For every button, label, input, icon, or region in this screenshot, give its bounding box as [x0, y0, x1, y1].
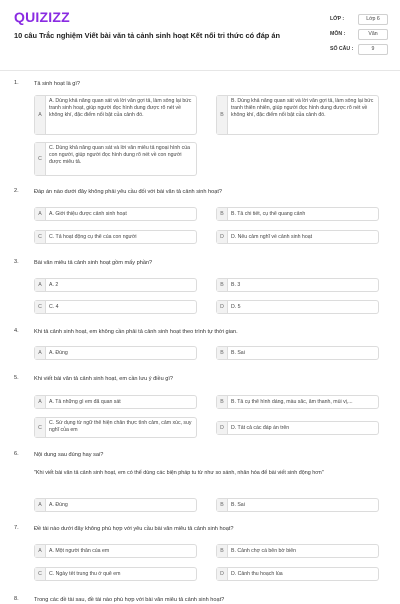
question-text: Khi tả cảnh sinh hoạt, em không cần phải tả cảnh sinh hoạt theo trình tự thời gian. — [34, 329, 238, 335]
question-text: Đáp án nào dưới đây không phải yêu cầu đối với bài văn tả cảnh sinh hoạt? — [34, 189, 223, 195]
meta-count-row — [330, 44, 390, 56]
option-letter: C — [35, 231, 46, 243]
option-text: D. Cảnh thu hoạch lúa — [231, 570, 283, 577]
option-b[interactable] — [216, 346, 379, 360]
option-letter: A — [35, 396, 46, 408]
option-letter: C — [35, 301, 46, 313]
option-letter: D — [217, 422, 228, 434]
option-letter: B — [217, 545, 228, 557]
question-number: 7. — [14, 525, 19, 531]
option-a[interactable] — [34, 207, 197, 221]
question-number: 8. — [14, 596, 19, 602]
option-letter: B — [217, 279, 228, 291]
option-letter: A — [35, 545, 46, 557]
option-b[interactable] — [216, 544, 379, 558]
meta-grade-row — [330, 14, 390, 26]
option-text: C. 4 — [49, 303, 59, 310]
option-letter: C — [35, 568, 46, 580]
option-b[interactable] — [216, 95, 379, 135]
meta-grade-value: Lớp 6 — [358, 14, 388, 25]
option-d[interactable] — [216, 567, 379, 581]
question-number: 4. — [14, 328, 19, 334]
option-a[interactable] — [34, 544, 197, 558]
option-d[interactable] — [216, 421, 379, 435]
option-letter: B — [217, 499, 228, 511]
option-letter: B — [217, 208, 228, 220]
option-letter: D — [217, 301, 228, 313]
question-text: Bài văn miêu tả cảnh sinh hoạt gồm mấy phần? — [34, 260, 153, 266]
option-b[interactable] — [216, 207, 379, 221]
option-text: C. Tả hoạt động cụ thể của con người — [49, 233, 137, 240]
option-text: A. Tả những gì em đã quan sát — [49, 398, 121, 405]
option-text: A. Đúng — [49, 349, 68, 356]
option-a[interactable] — [34, 346, 197, 360]
option-text: B. Tả chi tiết, cụ thể quang cảnh — [231, 210, 306, 217]
question-statement: "Khi viết bài văn tả cảnh sinh hoạt, em có thể dùng các biện pháp tu từ như so sánh, nhân hóa để bài viết sinh động hơn" — [34, 470, 324, 476]
question-text: Nội dung sau đúng hay sai? — [34, 452, 104, 458]
option-text: C. Dùng khả năng quan sát và lời văn miêu tả ngoại hình của con người, giúp người đọc hình dung rõ nét về con người được miêu tả. — [49, 145, 190, 165]
question-number: 1. — [14, 80, 19, 86]
option-letter: A — [35, 208, 46, 220]
meta-subject-row — [330, 29, 390, 41]
question-number: 6. — [14, 451, 19, 457]
option-a[interactable] — [34, 278, 197, 292]
option-text: B. Sai — [231, 349, 245, 356]
option-text: D. Tất cả các đáp án trên — [231, 424, 290, 431]
question-number: 2. — [14, 188, 19, 194]
option-text: C. Sử dụng từ ngữ thể hiện chân thực tình cảm, cảm xúc, suy nghĩ của em — [49, 420, 192, 433]
option-text: D. Nêu cảm nghĩ về cảnh sinh hoạt — [231, 233, 313, 240]
option-d[interactable] — [216, 300, 379, 314]
option-letter: D — [217, 568, 228, 580]
option-a[interactable] — [34, 95, 197, 135]
header-divider — [0, 70, 400, 71]
option-letter: C — [35, 143, 46, 175]
option-a[interactable] — [34, 498, 197, 512]
meta-count-label: SỐ CÂU : — [330, 46, 354, 52]
meta-subject-value: Văn — [358, 29, 388, 40]
question-text: Trong các đề tài sau, đề tài nào phù hợp với bài văn miêu tả cảnh sinh hoạt? — [34, 597, 225, 603]
option-text: B. Sai — [231, 501, 245, 508]
question-text: Tả sinh hoạt là gì? — [34, 81, 81, 87]
meta-count-value: 9 — [358, 44, 388, 55]
option-d[interactable] — [216, 230, 379, 244]
option-letter: B — [217, 396, 228, 408]
option-letter: C — [35, 418, 46, 437]
question-text: Khi viết bài văn tả cảnh sinh hoạt, em cần lưu ý điều gì? — [34, 376, 174, 382]
question-number: 3. — [14, 259, 19, 265]
question-text: Đề tài nào dưới đây không phù hợp với yêu cầu bài văn miêu tả cảnh sinh hoạt? — [34, 526, 234, 532]
option-text: A. Đúng — [49, 501, 68, 508]
option-c[interactable] — [34, 142, 197, 176]
option-b[interactable] — [216, 278, 379, 292]
option-c[interactable] — [34, 230, 197, 244]
option-letter: A — [35, 347, 46, 359]
option-b[interactable] — [216, 498, 379, 512]
option-text: D. 5 — [231, 303, 241, 310]
option-text: A. Một người thân của em — [49, 547, 110, 554]
option-a[interactable] — [34, 395, 197, 409]
option-c[interactable] — [34, 417, 197, 438]
option-letter: B — [217, 347, 228, 359]
option-c[interactable] — [34, 567, 197, 581]
option-text: A. 2 — [49, 281, 59, 288]
option-letter: D — [217, 231, 228, 243]
option-text: C. Ngày tết trung thu ở quê em — [49, 570, 121, 577]
worksheet-meta — [330, 14, 390, 59]
option-letter: B — [217, 96, 228, 134]
option-text: B. 3 — [231, 281, 241, 288]
option-text: B. Cảnh chợ cá bên bờ biển — [231, 547, 297, 554]
option-letter: A — [35, 499, 46, 511]
option-text: A. Giới thiệu được cảnh sinh hoạt — [49, 210, 127, 217]
meta-subject-label: MÔN : — [330, 31, 346, 37]
worksheet-title: 10 câu Trắc nghiệm Viết bài văn tả cảnh sinh hoạt Kết nối tri thức có đáp án — [14, 31, 281, 40]
option-text: B. Dùng khả năng quan sát và lời văn gợi tả, làm sống lại bức tranh thiên nhiên, giúp người đọc hình dung được rõ nét về không khí, đặc điểm nổi bật của cảnh đó. — [231, 98, 374, 118]
option-b[interactable] — [216, 395, 379, 409]
option-c[interactable] — [34, 300, 197, 314]
option-text: A. Dùng khả năng quan sát và lời văn gợi tả, làm sống lại bức tranh sinh hoạt, giúp người đọc hình dung được rõ nét về không khí, đặc điểm nổi bật của cảnh đó. — [49, 98, 192, 118]
option-text: B. Tả cụ thể hình dáng, màu sắc, âm thanh, mùi vị,... — [231, 398, 353, 405]
meta-grade-label: LỚP : — [330, 16, 345, 22]
option-letter: A — [35, 96, 46, 134]
worksheet-header — [0, 0, 400, 70]
option-letter: A — [35, 279, 46, 291]
quizizz-logo: QUIZIZZ — [14, 9, 70, 25]
question-number: 5. — [14, 375, 19, 381]
